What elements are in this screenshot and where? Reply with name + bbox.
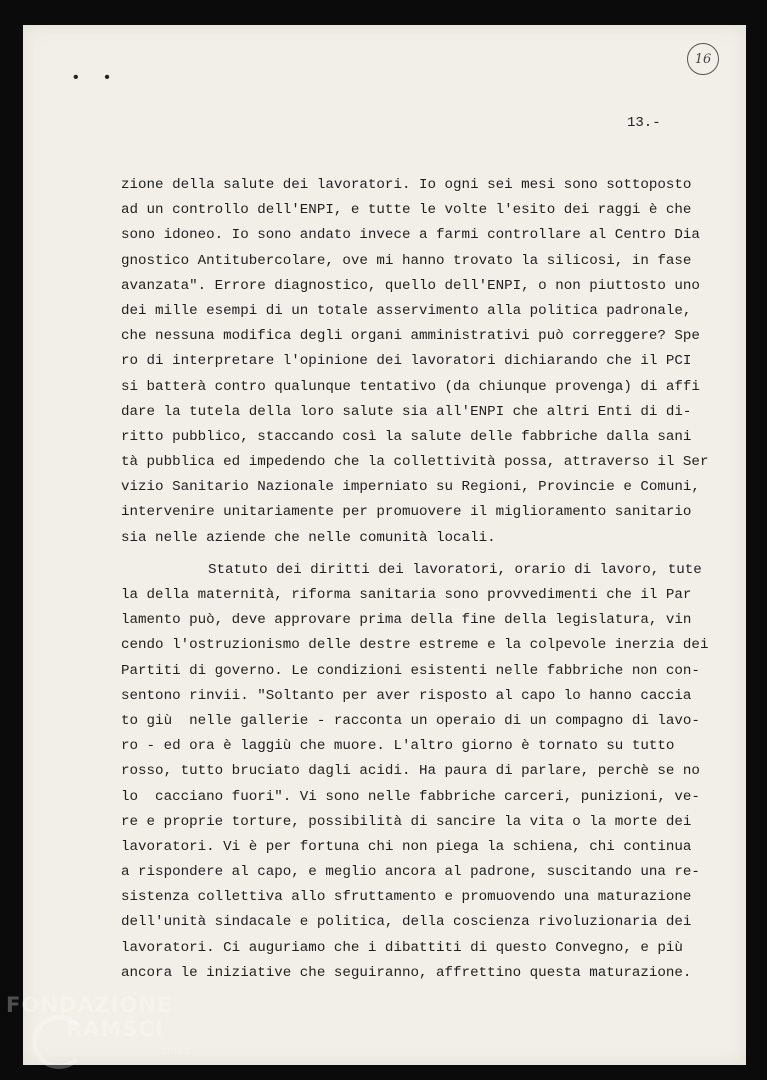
document-page [23,25,746,1065]
watermark-line2: RAMSCI [66,1017,164,1041]
text-line: lavoratori. Vi è per fortuna chi non piega la schiena, chi continua [121,838,692,855]
text-line: to giù nelle gallerie - racconta un operaio di un compagno di lavo- [121,712,700,729]
text-line: lavoratori. Ci auguriamo che i dibattiti di questo Convegno, e più [121,939,683,956]
text-line: dare la tutela della loro salute sia all'ENPI che altri Enti di di- [121,403,692,420]
text-line: lamento può, deve approvare prima della fine della legislatura, vin [121,612,692,629]
archive-number: 16 [694,51,712,67]
paragraph-gap [121,551,721,558]
text-line: cendo l'ostruzionismo delle destre estreme e la colpevole inerzia dei [121,637,709,654]
watermark-line1: FONDAZIONE [6,993,173,1017]
text-line: Statuto dei diritti dei lavoratori, orario di lavoro, tute [208,561,702,578]
text-line: lo cacciano fuori". Vi sono nelle fabbriche carceri, punizioni, ve- [121,788,700,805]
text-line: ritto pubblico, staccando così la salute delle fabbriche dalla sani [121,428,692,445]
text-line: Partiti di governo. Le condizioni esistenti nelle fabbriche non con- [121,662,700,679]
text-line: sia nelle aziende che nelle comunità locali. [121,529,496,546]
text-line: ro di interpretare l'opinione dei lavoratori dichiarando che il PCI [121,353,692,370]
text-line: sono idoneo. Io sono andato invece a farmi controllare al Centro Dia [121,227,700,244]
text-line: zione della salute dei lavoratori. Io ogni sei mesi sono sottoposto [121,177,692,193]
text-line: gnostico Antitubercolare, ove mi hanno trovato la silicosi, in fase [121,252,692,269]
text-line: ancora le iniziative che seguiranno, affrettino questa maturazione. [121,964,692,981]
text-line: si batterà contro qualunque tentativo (da chiunque provenga) di affi [121,378,700,395]
page-number: 13.- [627,115,661,131]
fondazione-gramsci-watermark [6,993,191,1056]
text-line: che nessuna modifica degli organi amministrativi può correggere? Spe [121,328,700,345]
text-line: tà pubblica ed impedendo che la collettività possa, attraverso il Ser [121,454,709,471]
text-line: rosso, tutto bruciato dagli acidi. Ha paura di parlare, perchè se no [121,763,700,780]
text-line: sistenza collettiva allo sfruttamento e promuovendo una maturazione [121,889,692,906]
text-line: re e proprie torture, possibilità di sancire la vita o la morte dei [121,813,692,830]
archive-page-stamp [687,43,719,75]
text-line: la della maternità, riforma sanitaria sono provvedimenti che il Par [121,587,692,603]
text-line: dei mille esempi di un totale asservimento alla politica padronale, [121,302,692,319]
text-line: ro - ed ora è laggiù che muore. L'altro giorno è tornato su tutto [121,738,675,755]
text-line: sentono rinvii. "Soltanto per aver risposto al capo lo hanno caccia [121,687,692,704]
text-line: intervenire unitariamente per promuovere il miglioramento sanitario [121,504,692,521]
text-line: dell'unità sindacale e politica, della coscienza rivoluzionaria dei [121,914,692,931]
text-line: vizio Sanitario Nazionale imperniato su Regioni, Provincie e Comuni, [121,479,700,496]
text-line: a rispondere al capo, e meglio ancora al padrone, suscitando una re- [121,864,700,881]
typewritten-body [121,173,721,986]
margin-marks: • • [71,69,118,87]
text-line: avanzata". Errore diagnostico, quello dell'ENPI, o non piuttosto uno [121,277,700,294]
watermark-suffix: onlus [161,1046,191,1056]
text-line: ad un controllo dell'ENPI, e tutte le volte l'esito dei raggi è che [121,202,692,219]
